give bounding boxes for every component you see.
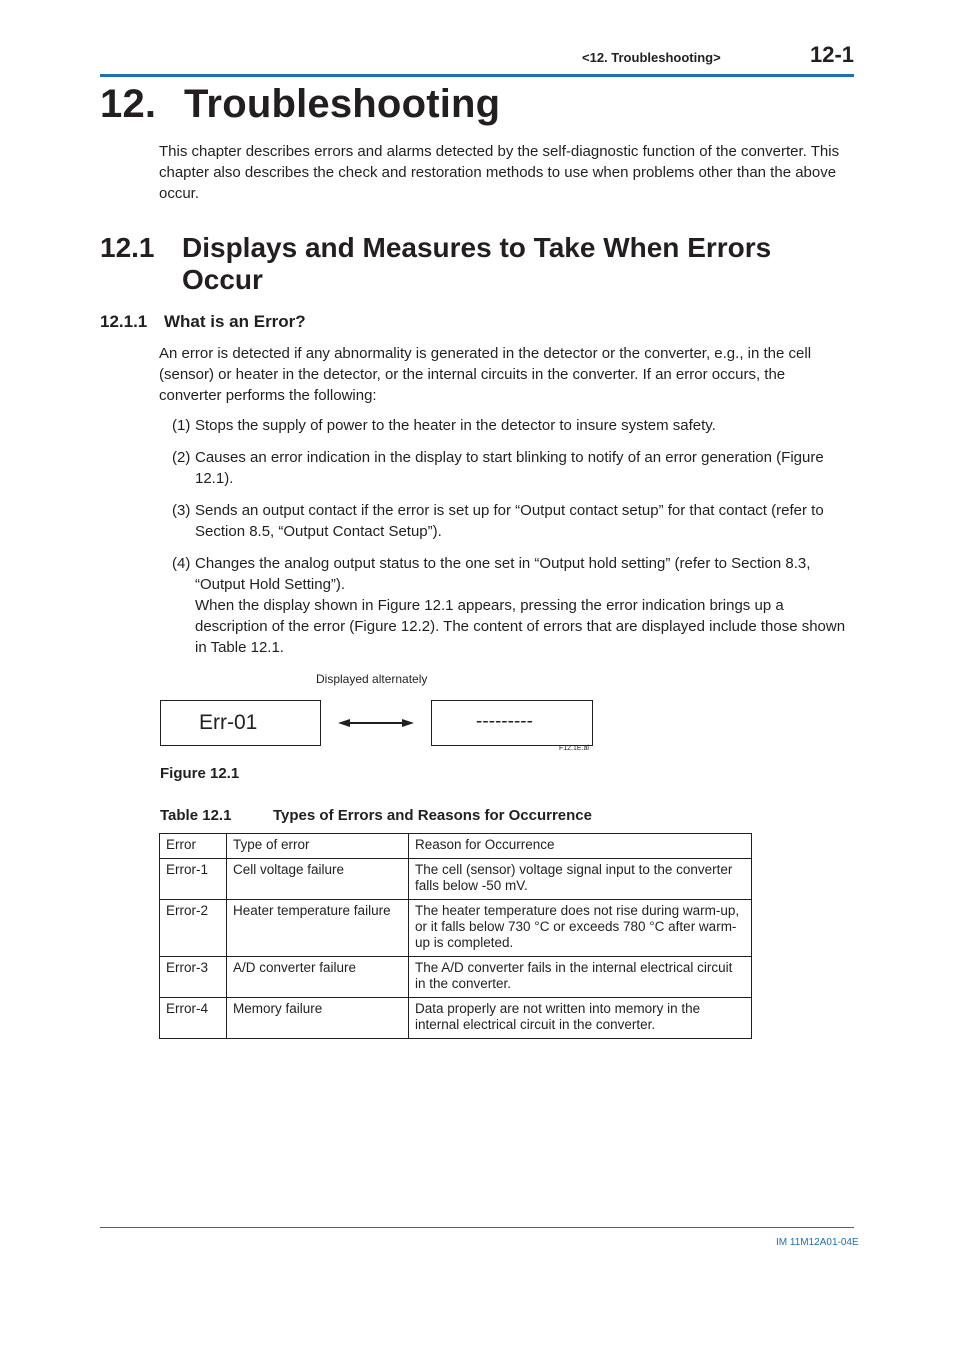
list-item-text: Stops the supply of power to the heater in the detector to insure system safety. <box>195 417 716 434</box>
list-item-number: (4) <box>172 555 191 572</box>
table-cell: Error-2 <box>160 900 227 957</box>
chapter-title-text: Troubleshooting <box>184 82 501 126</box>
column-header: Error <box>160 834 227 859</box>
column-header: Reason for Occurrence <box>409 834 752 859</box>
table-row <box>160 900 752 957</box>
table-row <box>160 957 752 998</box>
header-rule <box>100 74 854 77</box>
column-header: Type of error <box>227 834 409 859</box>
list-item-number: (2) <box>172 449 191 466</box>
table-title: Types of Errors and Reasons for Occurrence <box>273 807 592 824</box>
table-row <box>160 859 752 900</box>
footer-rule <box>100 1227 854 1228</box>
error-code-text: Err-01 <box>199 711 258 734</box>
table-cell: Memory failure <box>227 998 409 1039</box>
table-cell: Error-3 <box>160 957 227 998</box>
table-cell: Heater temperature failure <box>227 900 409 957</box>
list-item-text: Sends an output contact if the error is set up for “Output contact setup” for that contact (refer to Section 8.5, “Output Contact Setup”). <box>195 502 824 540</box>
figure-caption: Figure 12.1 <box>160 765 240 782</box>
list-item-number: (1) <box>172 417 191 434</box>
table-label: Table 12.1 <box>160 807 232 824</box>
table-cell: The heater temperature does not rise during warm-up, or it falls below 730 °C or exceeds 780 °C after warm-up is completed. <box>409 900 752 957</box>
list-item-text: Causes an error indication in the display to start blinking to notify of an error generation (Figure 12.1). <box>195 449 824 487</box>
chapter-number: 12. <box>100 82 157 126</box>
section-title: Displays and Measures to Take When Errors Occur <box>182 232 772 295</box>
list-item <box>172 447 852 489</box>
list-item-text: Changes the analog output status to the one set in “Output hold setting” (refer to Section 8.3, “Output Hold Setting”). <box>195 555 811 593</box>
subsection-body: An error is detected if any abnormality is generated in the detector or the converter, e.g., in the cell (sensor) or heater in the detector, or the internal circuits in the converter. If an error occurs, the converter performs the following: <box>159 345 812 404</box>
table-cell: A/D converter failure <box>227 957 409 998</box>
list-item-note: When the display shown in Figure 12.1 appears, pressing the error indication brings up a description of the error (Figure 12.2). The content of errors that are displayed include those shown in Table 12.1. <box>195 597 846 656</box>
subsection-heading <box>100 312 306 332</box>
list-item-number: (3) <box>172 502 191 519</box>
table-cell: The cell (sensor) voltage signal input to the converter falls below -50 mV. <box>409 859 752 900</box>
double-arrow-icon <box>336 713 416 733</box>
subsection-number: 12.1.1 <box>100 312 148 331</box>
document-id: IM 11M12A01-04E <box>776 1237 859 1248</box>
dashes-text: --------- <box>476 711 533 732</box>
chapter-intro: This chapter describes errors and alarms detected by the self-diagnostic function of the converter. This chapter also describes the check and restoration methods to use when problems other than the above occur. <box>159 143 840 202</box>
list-item <box>172 553 852 658</box>
table-cell: Cell voltage failure <box>227 859 409 900</box>
page-number: 12-1 <box>810 42 855 67</box>
subsection-title: What is an Error? <box>164 312 306 331</box>
table-cell: The A/D converter fails in the internal electrical circuit in the converter. <box>409 957 752 998</box>
table-cell: Data properly are not written into memory in the internal electrical circuit in the converter. <box>409 998 752 1039</box>
table-header-row <box>160 834 752 859</box>
section-heading <box>100 232 820 296</box>
table-row <box>160 998 752 1039</box>
chapter-title <box>100 82 500 127</box>
table-cell: Error-1 <box>160 859 227 900</box>
list-item <box>172 500 852 542</box>
error-table <box>159 833 752 1039</box>
table-caption <box>160 807 592 824</box>
figure-file-label: F12.1E.ai <box>559 745 589 752</box>
table-cell: Error-4 <box>160 998 227 1039</box>
figure-note: Displayed alternately <box>316 672 428 686</box>
display-dashes-box <box>431 700 593 746</box>
display-error-box <box>160 700 321 746</box>
list-item <box>172 415 852 436</box>
section-number: 12.1 <box>100 232 155 263</box>
running-header-section: <12. Troubleshooting> <box>582 50 721 65</box>
